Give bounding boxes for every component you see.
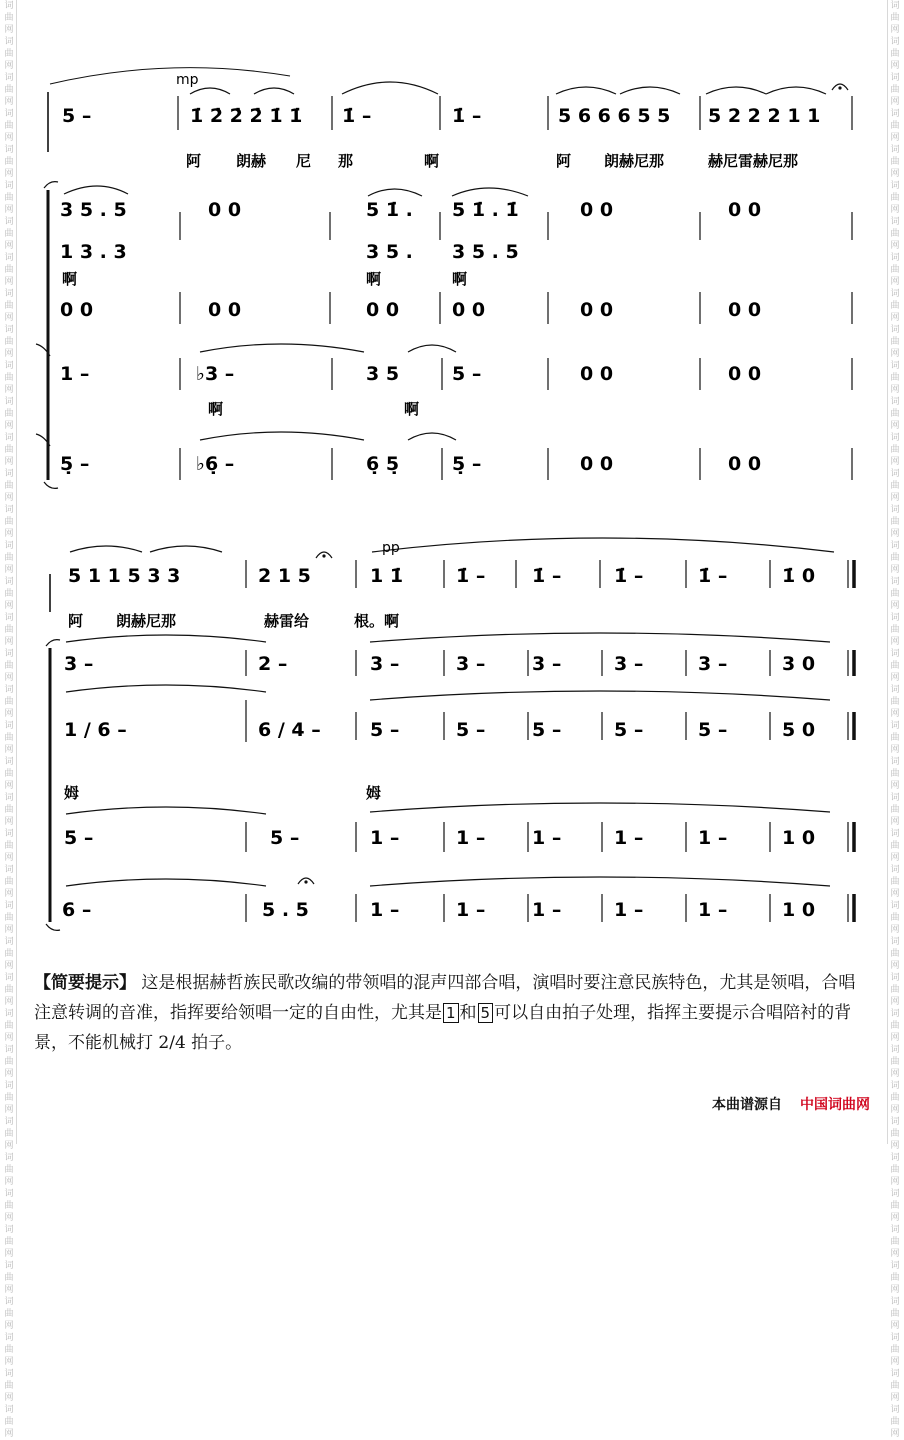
- soprano-measure: 3 –: [370, 653, 400, 675]
- bass-measure: 1 0: [782, 899, 816, 921]
- bass2-measure: 0 0: [728, 453, 762, 475]
- soprano-measure: 5 1̇ . 1̇: [452, 199, 519, 221]
- tenor-measure: 0 0: [366, 299, 400, 321]
- tenor-measure: 1 –: [532, 827, 562, 849]
- solo-measure: 5 2 2 2 1 1: [708, 105, 821, 127]
- tenor-measure: 0 0: [60, 299, 94, 321]
- tenor-measure: 0 0: [452, 299, 486, 321]
- soprano-measure: 0 0: [728, 199, 762, 221]
- solo-lyric: 赫雷给: [264, 612, 310, 630]
- note-label: 【简要提示】: [34, 973, 136, 993]
- solo-lyric: 阿: [556, 152, 572, 170]
- dynamic-mp: mp: [176, 72, 199, 88]
- source-site-link[interactable]: 中国词曲网: [800, 1097, 870, 1113]
- soprano-lyric: 啊: [366, 270, 382, 288]
- solo-lyric: 根。啊: [354, 612, 400, 630]
- bass-measure: 6 –: [62, 899, 92, 921]
- soprano-measure: 0 0: [580, 199, 614, 221]
- note-text-1: 这是根据赫哲族民歌改编的带领唱的混声四部合唱，演唱时要注意民族特色，尤其是领唱，合唱注意转调的音准，指挥要给领唱一定的自由性，尤其是: [34, 973, 856, 1023]
- solo-measure: 5 1 1 5 3 3: [68, 565, 181, 587]
- soprano-measure: 3 –: [698, 653, 728, 675]
- tenor-measure: 5 –: [64, 827, 94, 849]
- tenor-lyric: 姆: [64, 784, 80, 802]
- alto-measure: 5 –: [614, 719, 644, 741]
- solo-measure: 1̇ –: [342, 105, 372, 127]
- soprano-measure: 5 1̇ .: [366, 199, 413, 221]
- solo-measure: 1̇ –: [452, 105, 482, 127]
- tenor-measure: 1 –: [614, 827, 644, 849]
- alto-measure: 5 0: [782, 719, 816, 741]
- solo-lyric: 那: [338, 152, 354, 170]
- soprano-measure: 0 0: [208, 199, 242, 221]
- bass2-measure: 6̣ 5̣: [366, 453, 400, 475]
- soprano-measure: 3 –: [64, 653, 94, 675]
- soprano-measure: 3 –: [614, 653, 644, 675]
- bass1-measure: ♭3 –: [196, 363, 235, 385]
- bass-lyric: 啊: [404, 400, 420, 418]
- watermark-right: 词曲网 词曲网 词曲网 词曲网 词曲网 词曲网 词曲网 词曲网 词曲网 词曲网 词曲网 词曲网 词曲网 词曲网 词曲网 词曲网 词曲网 词曲网 词曲网 词曲网 词曲网 词曲网 词曲网 词曲网 词曲网 词曲网 词曲网 词曲网 词曲网 词曲网 词曲网 词曲网 词曲网 词曲网 词曲网 词曲网 词曲网 词曲网 词曲网 词曲网: [890, 1, 900, 1439]
- source-label: 本曲谱源自: [712, 1097, 782, 1113]
- performance-note: [34, 968, 860, 1058]
- note-text-3: 可以自由拍子处理，指挥主要提示合唱陪衬的背景，不能机械打 2/4 拍子。: [34, 1003, 852, 1053]
- alto-measure: 3 5 .: [366, 241, 413, 263]
- alto-measure: 5 –: [698, 719, 728, 741]
- bass1-measure: 5 –: [452, 363, 482, 385]
- bass2-measure: 5̣ –: [60, 453, 90, 475]
- soprano-measure: 3 0: [782, 653, 816, 675]
- solo-measure: 1̇ 0: [782, 565, 816, 587]
- dynamic-pp: pp: [382, 540, 400, 556]
- watermark-left: 词曲网 词曲网 词曲网 词曲网 词曲网 词曲网 词曲网 词曲网 词曲网 词曲网 词曲网 词曲网 词曲网 词曲网 词曲网 词曲网 词曲网 词曲网 词曲网 词曲网 词曲网 词曲网 词曲网 词曲网 词曲网 词曲网 词曲网 词曲网 词曲网 词曲网 词曲网 词曲网 词曲网 词曲网 词曲网 词曲网 词曲网 词曲网 词曲网 词曲网: [4, 1, 14, 1439]
- tenor-measure: 1 –: [456, 827, 486, 849]
- solo-lyric: 尼: [296, 152, 312, 170]
- bass2-measure: 0 0: [580, 453, 614, 475]
- alto-measure: 1 / 6 –: [64, 719, 127, 741]
- soprano-measure: 3 –: [532, 653, 562, 675]
- solo-measure: 1̇ –: [698, 565, 728, 587]
- source-credit: [712, 1094, 870, 1114]
- tenor-lyric: 姆: [366, 784, 382, 802]
- bass-measure: 1 –: [532, 899, 562, 921]
- bass-measure: 1 –: [698, 899, 728, 921]
- bass1-measure: 0 0: [728, 363, 762, 385]
- bass2-measure: 5̣ –: [452, 453, 482, 475]
- alto-measure: 6 / 4 –: [258, 719, 321, 741]
- tenor-measure: 1 –: [698, 827, 728, 849]
- solo-lyric: 朗赫尼那: [116, 612, 177, 630]
- solo-measure: 1̇ 2̇ 2̇ 2̇ 1̇ 1̇: [190, 105, 303, 127]
- bass-lyric: 啊: [208, 400, 224, 418]
- solo-measure: 5 –: [62, 105, 92, 127]
- bass-measure: 1 –: [456, 899, 486, 921]
- solo-lyric: 赫尼雷赫尼那: [708, 152, 799, 170]
- solo-measure: 1̇ –: [532, 565, 562, 587]
- tenor-measure: 1 0: [782, 827, 816, 849]
- tenor-measure: 5 –: [270, 827, 300, 849]
- solo-lyric: 朗赫: [236, 152, 267, 170]
- soprano-measure: 3 5 . 5: [60, 199, 127, 221]
- soprano-lyric: 啊: [452, 270, 468, 288]
- tenor-measure: 0 0: [208, 299, 242, 321]
- soprano-measure: 2 –: [258, 653, 288, 675]
- bass-measure: 5 . 5: [262, 899, 309, 921]
- solo-measure: 1 1̇: [370, 565, 404, 587]
- tenor-measure: 0 0: [580, 299, 614, 321]
- alto-measure: 5 –: [532, 719, 562, 741]
- solo-lyric: 阿: [186, 152, 202, 170]
- soprano-lyric: 啊: [62, 270, 78, 288]
- tenor-measure: 0 0: [728, 299, 762, 321]
- bass-measure: 1 –: [370, 899, 400, 921]
- tenor-measure: 1 –: [370, 827, 400, 849]
- solo-measure: 1̇ –: [456, 565, 486, 587]
- solo-lyric: 朗赫尼那: [604, 152, 665, 170]
- solo-lyric: 啊: [424, 152, 440, 170]
- note-box-1: 1: [443, 1003, 459, 1023]
- alto-measure: 5 –: [456, 719, 486, 741]
- bass2-measure: ♭6̣ –: [196, 453, 235, 475]
- alto-measure: 1 3 . 3: [60, 241, 127, 263]
- solo-measure: 1̇ –: [614, 565, 644, 587]
- solo-measure: 2 1 5: [258, 565, 311, 587]
- bass-measure: 1 –: [614, 899, 644, 921]
- note-box-2: 5: [478, 1003, 494, 1023]
- note-text-2: 和: [459, 1003, 477, 1023]
- solo-measure: 5 6 6 6 5 5: [558, 105, 671, 127]
- soprano-measure: 3 –: [456, 653, 486, 675]
- alto-measure: 3 5 . 5: [452, 241, 519, 263]
- solo-lyric: 阿: [68, 612, 84, 630]
- bass1-measure: 0 0: [580, 363, 614, 385]
- bass1-measure: 3 5: [366, 363, 400, 385]
- alto-measure: 5 –: [370, 719, 400, 741]
- bass1-measure: 1 –: [60, 363, 90, 385]
